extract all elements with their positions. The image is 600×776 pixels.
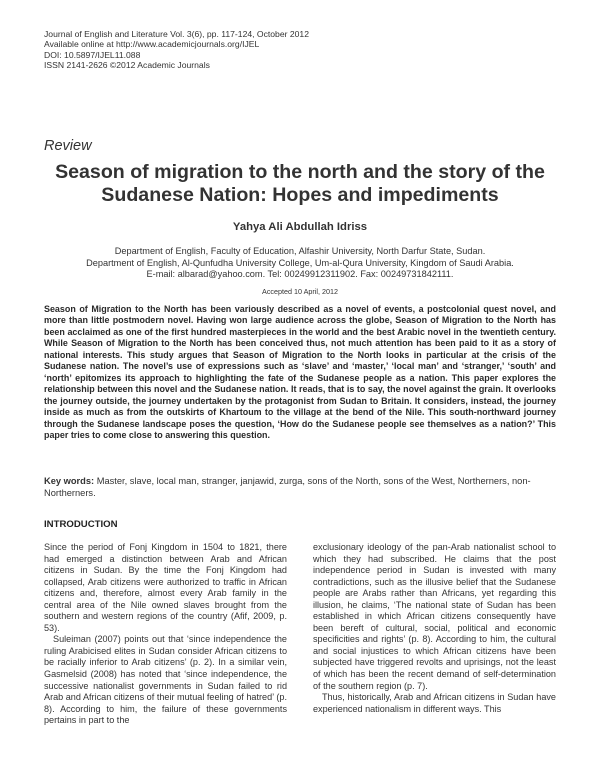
journal-doi: DOI: 10.5897/IJEL11.088 — [44, 49, 141, 60]
article-title: Season of migration to the north and the story of the Sudanese Nation: Hopes and impediments — [55, 161, 545, 206]
paragraph: Since the period of Fonj Kingdom in 1504 to 1821, there had emerged a distinction between Arab and African citizens in Sudan. By the time the Fonj Kingdom had collapsed, Arab citizens were authorized to traffic in African citizens and, therefore, almost every Arab family in the central area of the Nile owned slaves brought from the southern and western regions of the country (Afif, 2009, p. 53). — [44, 542, 287, 633]
article-author: Yahya Ali Abdullah Idriss — [232, 221, 368, 233]
keywords-list: Master, slave, local man, stranger, janjawid, zurga, sons of the North, sons of the West, Northerners, non-Northerners. — [44, 476, 531, 498]
journal-header — [44, 29, 309, 70]
affiliation-1: Department of English, Faculty of Education, Alfashir University, North Darfur State, Sudan. — [114, 246, 486, 256]
journal-url: Available online at http://www.academicjournals.org/IJEL — [44, 39, 260, 50]
section-label: Review — [44, 138, 92, 154]
body-column-left — [44, 542, 287, 727]
paragraph: Suleiman (2007) points out that ‘since independence the ruling Arabicised elites in Sudan consider African citizens to be racially inferior to Arab citizens’ (p. 2). In a similar vein, Gasmelsid (2008) has noted that ‘since independence, the successive nationalist governments in Sudan failed to rid Arab and African citizens of their mutual feeling of hatred’ (p. 8). According to him, the failure of these governments pertains in part to the — [44, 634, 287, 726]
keywords — [44, 476, 556, 499]
paragraph: Thus, historically, Arab and African citizens in Sudan have experienced nationalism in different ways. This — [313, 692, 556, 714]
journal-issn: ISSN 2141-2626 ©2012 Academic Journals — [44, 59, 210, 70]
keywords-label: Key words: — [44, 476, 95, 486]
section-heading-introduction: INTRODUCTION — [44, 519, 118, 530]
journal-citation: Journal of English and Literature Vol. 3(6), pp. 117-124, October 2012 — [44, 29, 309, 39]
accepted-date: Accepted 10 April, 2012 — [262, 287, 338, 296]
abstract: Season of Migration to the North has been variously described as a novel of events, a postcolonial quest novel, and more than little postmodern novel. Having won large audience across the globe, Season of Migration to the North has been acclaimed as one of the first hundred masterpieces in the world and the best Arabic novel in the twentieth century. While Season of Migration to the North has been conceived thus, not much attention has been paid to it as a story of national interests. This study argues that Season of Migration to the North looks in particular at the crisis of the Sudanese nation. The novel’s use of expressions such as ‘slave’ and ‘master,’ ‘local man’ and ‘stranger,’ ‘south’ and ‘north’ epitomizes its approach to highlighting the fate of the Sudanese people as a nation. This paper explores the relationship between this novel and the Sudanese nation. It reads, that is to say, the novel against the grain. It overlooks the journey outside, the journey undertaken by the protagonist from Sudan to Britain. It considers, instead, the journey inside as much as from the outskirts of Khartoum to the village at the bend of the Nile. This south-northward journey through the Sudanese landscape poses the question, ‘How do the Sudanese people see themselves as a nation?’ This paper tries to come close to answering this question. — [44, 304, 556, 440]
body-column-right — [313, 542, 556, 715]
paragraph: exclusionary ideology of the pan-Arab nationalist school to which they had subscribed. He claims that the post independence period in Sudan is invested with many contradictions, such as the illusive belief that the Sudanese people are Arabs rather than Africans, yet regarding this illusion, he claims, ‘The national state of Sudan has been established in which African citizens consequently have been bereft of cultural, social, political and economic specificities and rights’ (p. 8). According to him, the cultural and social injustices to which African citizens have been subjected have triggered revolts and uprisings, not the least of which has been the recent demand of self-determination of the southern region (p. 7). — [313, 542, 556, 691]
affiliations — [30, 246, 570, 281]
contact-info: E-mail: albarad@yahoo.com. Tel: 00249912311902. Fax: 00249731842111. — [146, 269, 454, 280]
affiliation-2: Department of English, Al-Qunfudha University College, Um-al-Qura University, Kingdom of Saudi Arabia. — [86, 257, 514, 268]
